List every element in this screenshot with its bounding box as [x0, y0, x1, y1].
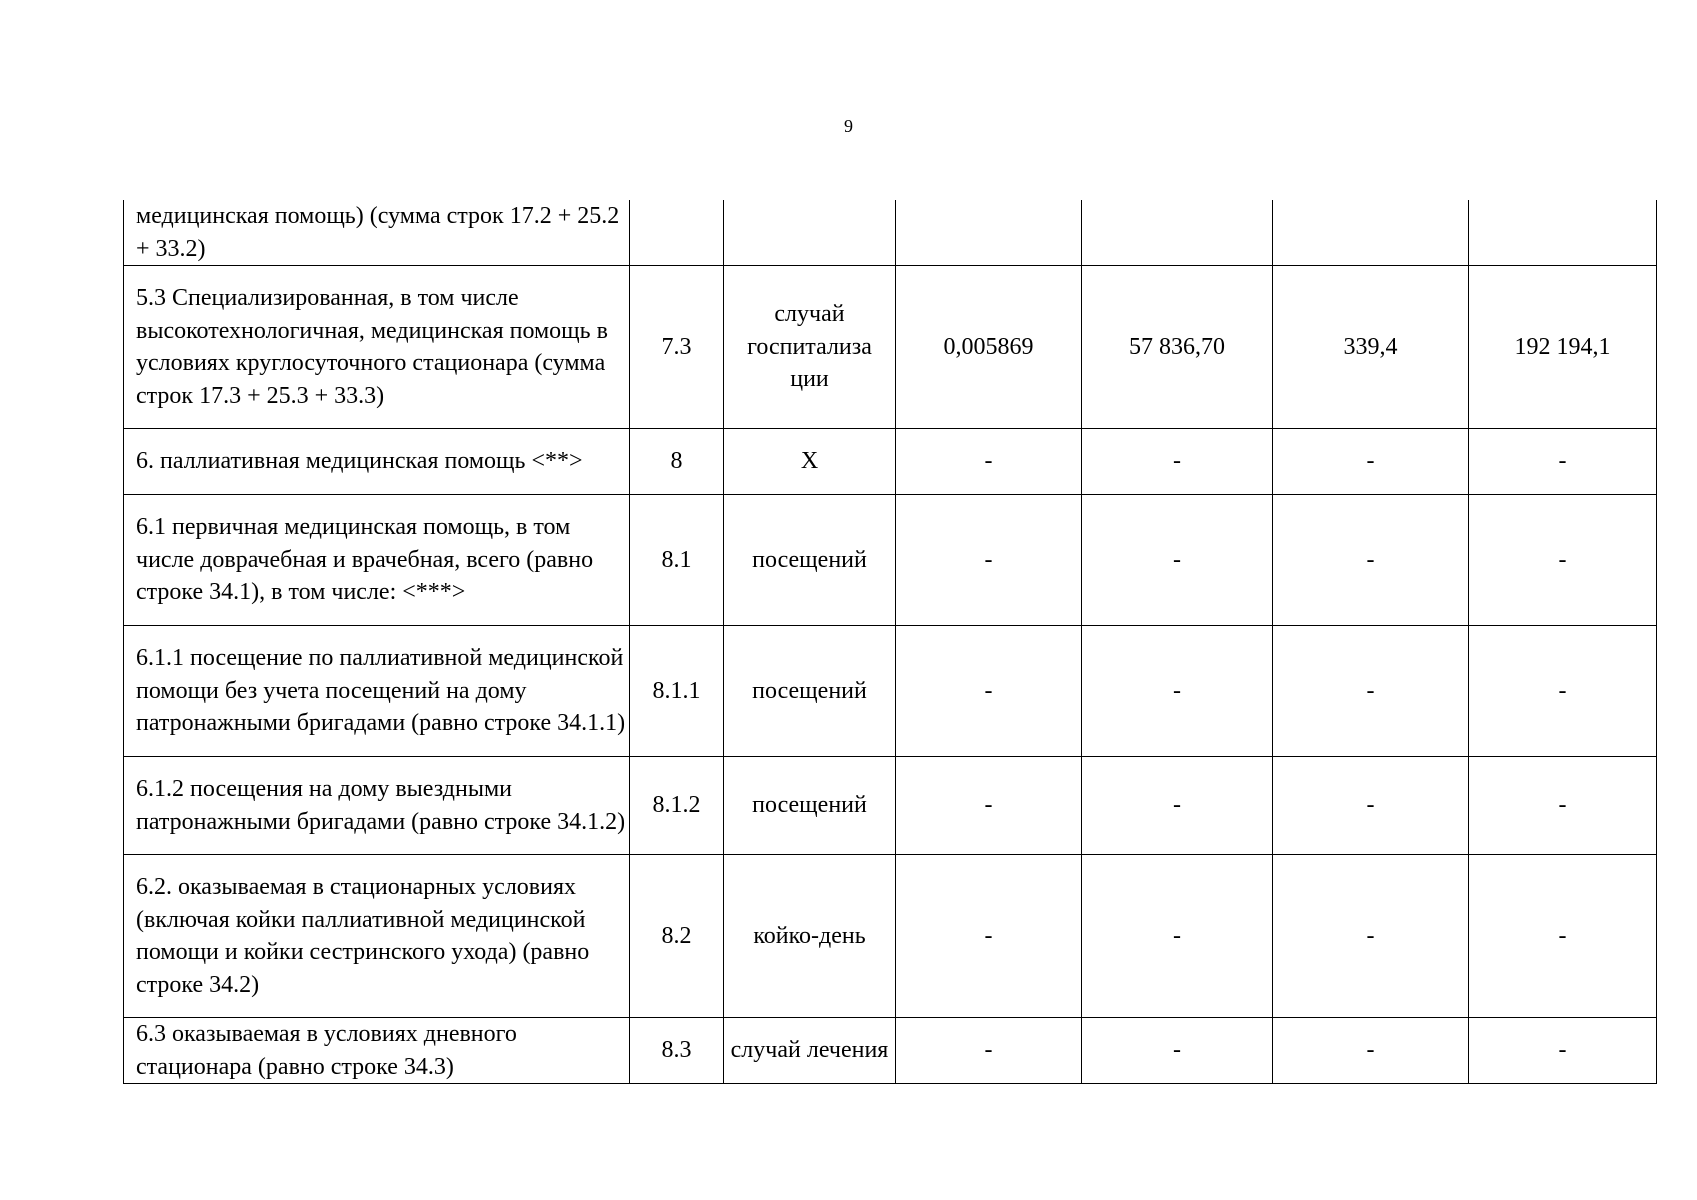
row-value-cell: - [1273, 1018, 1469, 1084]
row-value-cell: 57 836,70 [1082, 266, 1273, 429]
row-unit-cell: посещений [724, 757, 896, 855]
table-row [124, 266, 1657, 429]
table-row [124, 855, 1657, 1018]
row-value-cell [1273, 200, 1469, 266]
row-value-cell: - [896, 495, 1082, 626]
row-line-cell: 8 [630, 429, 724, 495]
row-unit-cell: случай лечения [724, 1018, 896, 1084]
row-unit-cell: случай госпитализа ции [724, 266, 896, 429]
row-name-cell: 6.1.1 посещение по паллиативной медицинской помощи без учета посещений на дому патронажными бригадами (равно строке 34.1.1) [124, 626, 630, 757]
row-unit-cell: посещений [724, 495, 896, 626]
row-unit-cell: посещений [724, 626, 896, 757]
row-value-cell: - [1082, 1018, 1273, 1084]
row-line-cell: 7.3 [630, 266, 724, 429]
row-value-cell: 0,005869 [896, 266, 1082, 429]
row-value-cell: - [1082, 855, 1273, 1018]
row-value-cell: - [1469, 429, 1657, 495]
row-unit-cell: койко-день [724, 855, 896, 1018]
row-value-cell: - [896, 429, 1082, 495]
row-value-cell [1469, 200, 1657, 266]
row-unit-cell: X [724, 429, 896, 495]
row-line-cell: 8.3 [630, 1018, 724, 1084]
row-value-cell: - [1469, 757, 1657, 855]
row-line-cell: 8.1.1 [630, 626, 724, 757]
row-value-cell: - [1273, 855, 1469, 1018]
row-value-cell: - [1082, 757, 1273, 855]
row-value-cell: 192 194,1 [1469, 266, 1657, 429]
row-value-cell: - [1469, 626, 1657, 757]
row-name-cell: 6.3 оказываемая в условиях дневного стационара (равно строке 34.3) [124, 1018, 630, 1084]
table-row [124, 757, 1657, 855]
table-row [124, 626, 1657, 757]
table-row [124, 200, 1657, 266]
row-value-cell: - [896, 757, 1082, 855]
row-name-cell: 6.1 первичная медицинская помощь, в том числе доврачебная и врачебная, всего (равно строке 34.1), в том числе: <***> [124, 495, 630, 626]
row-value-cell: - [1273, 495, 1469, 626]
row-value-cell: - [1273, 429, 1469, 495]
row-value-cell: - [1273, 626, 1469, 757]
row-line-cell: 8.1 [630, 495, 724, 626]
row-value-cell: - [1469, 1018, 1657, 1084]
row-value-cell [1082, 200, 1273, 266]
row-value-cell: - [896, 855, 1082, 1018]
row-value-cell: - [1082, 626, 1273, 757]
row-name-cell: медицинская помощь) (сумма строк 17.2 + 25.2 + 33.2) [124, 200, 630, 266]
row-line-cell [630, 200, 724, 266]
table-row [124, 495, 1657, 626]
page-number: 9 [844, 116, 853, 136]
row-name-cell: 6.2. оказываемая в стационарных условиях (включая койки паллиативной медицинской помощи и койки сестринского ухода) (равно строке 34.2) [124, 855, 630, 1018]
row-value-cell [896, 200, 1082, 266]
row-name-cell: 5.3 Специализированная, в том числе высокотехнологичная, медицинская помощь в условиях круглосуточного стационара (сумма строк 17.3 + 25.3 + 33.3) [124, 266, 630, 429]
row-value-cell: - [896, 1018, 1082, 1084]
row-value-cell: - [1082, 495, 1273, 626]
row-line-cell: 8.2 [630, 855, 724, 1018]
table-row [124, 1018, 1657, 1084]
row-value-cell: - [1469, 855, 1657, 1018]
row-name-cell: 6.1.2 посещения на дому выездными патронажными бригадами (равно строке 34.1.2) [124, 757, 630, 855]
row-value-cell: - [896, 626, 1082, 757]
row-name-cell: 6. паллиативная медицинская помощь <**> [124, 429, 630, 495]
table-row [124, 429, 1657, 495]
row-value-cell: - [1273, 757, 1469, 855]
row-unit-cell [724, 200, 896, 266]
data-table [123, 200, 1657, 1084]
row-value-cell: 339,4 [1273, 266, 1469, 429]
row-value-cell: - [1469, 495, 1657, 626]
row-value-cell: - [1082, 429, 1273, 495]
row-line-cell: 8.1.2 [630, 757, 724, 855]
